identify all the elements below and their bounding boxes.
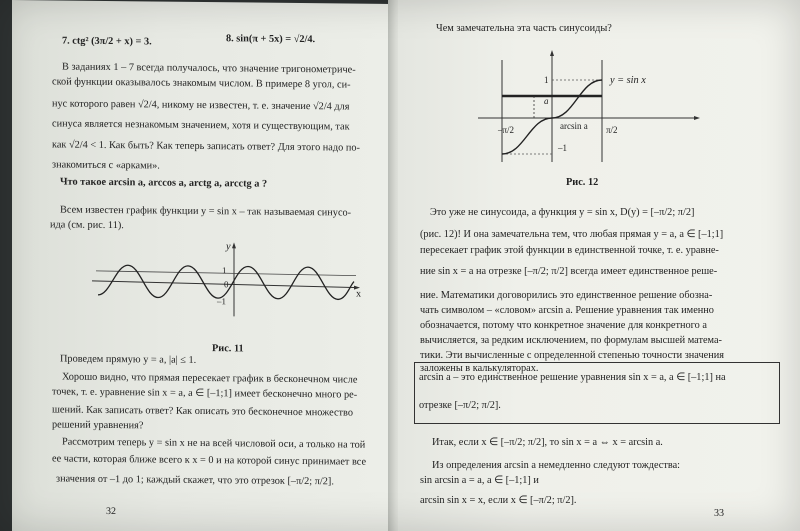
definition-box [414, 362, 780, 424]
text-line: обозначается, потому что конкретное значение для конкретного a [420, 320, 707, 331]
right-page [398, 0, 800, 531]
identity-line: sin arcsin a = a, a ∈ [–1;1] и [420, 475, 539, 486]
text-line: Хорошо видно, что прямая пересекает график в бесконечном числе [62, 371, 358, 386]
exercise-8: 8. sin(π + 5x) = √2/4. [226, 33, 316, 46]
exercise-7: 7. ctg² (3π/2 + x) = 3. [62, 35, 152, 48]
text-line: нус которого равен √2/4, никому не известен, т. е. значение √2/4 для [52, 98, 350, 113]
text-line: пересекает график этой функции в единственной точке, т. е. уравне- [420, 245, 719, 256]
fig12-tick-minus1: –1 [558, 143, 567, 153]
text-line: (рис. 12)! И она замечательна тем, что любая прямая y = a, a ∈ [–1;1] [420, 229, 724, 240]
definition-line: arcsin a – это единственное решение уравнения sin x = a, a ∈ [–1;1] на [419, 372, 726, 383]
text-line: Всем известен график функции y = sin x – так называемая синусо- [60, 204, 352, 219]
text-line: ской функции оказывалось знакомым числом. В примере 8 угол, си- [52, 76, 351, 91]
identity-line: arcsin sin x = x, если x ∈ [–π/2; π/2]. [420, 495, 577, 506]
text-line: В заданиях 1 – 7 всегда получалось, что значение тригонометриче- [62, 61, 356, 76]
definition-line: отрезке [–π/2; π/2]. [419, 400, 501, 411]
fig11-tick-1: 1 [222, 265, 227, 276]
fig11-tick-0: 0 [224, 279, 229, 290]
text-line: чать символом – «словом» arcsin a. Решение уравнения так именно [420, 305, 714, 316]
fig12-left-bound: –π/2 [498, 125, 515, 135]
fig11-caption: Рис. 11 [212, 343, 244, 355]
text-line: шений. Как записать ответ? Как описать это бесконечное множество [52, 404, 353, 419]
text-line: точек, т. е. уравнение sin x = a, a ∈ [–1;1] имеет бесконечно много ре- [52, 386, 358, 401]
text-line: Рассмотрим теперь y = sin x не на всей числовой оси, а только на той [62, 436, 366, 451]
text-line: ние sin x = a на отрезке [–π/2; π/2] всегда имеет единственное реше- [420, 266, 718, 277]
question-line: Чем замечательна эта часть синусоиды? [436, 23, 612, 34]
text-line: решений уравнения? [52, 419, 144, 432]
text-line: синуса является незнакомым значением, хотя и существующим, так [52, 118, 350, 133]
text-line: ида (см. рис. 11). [50, 219, 124, 232]
section-heading: Что такое arcsin a, arccos a, arctg a, arcctg a ? [60, 176, 268, 190]
fig12-tick-1: 1 [544, 75, 549, 85]
fig11-tick-minus1: –1 [217, 296, 226, 307]
text-line: знакомиться с «арками». [52, 159, 160, 172]
text-line: вычисляется, за редким исключением, по формулам высшей матема- [420, 335, 722, 346]
page-number: 32 [106, 505, 116, 518]
page-number: 33 [714, 508, 724, 519]
figure-12-arcsin-graph [474, 50, 704, 168]
text-line: тики. Эти вычисленные с определенной степенью точности значения [420, 350, 724, 361]
left-page [12, 0, 390, 531]
text-line: ние. Математики договорились это единственное решение обозна- [420, 290, 713, 301]
fig12-caption: Рис. 12 [566, 177, 599, 188]
text-line: как √2/4 < 1. Как быть? Как теперь записать ответ? Для этого надо по- [52, 139, 360, 154]
text-line: Итак, если x ∈ [–π/2; π/2], то sin x = a ⇔ x = arcsin a. [432, 437, 663, 448]
fig11-x-label: x [356, 288, 362, 300]
text-line: Это уже не синусоида, а функция y = sin x, D(y) = [–π/2; π/2] [430, 207, 695, 218]
fig12-a-label: a [544, 96, 549, 106]
fig12-function-label: y = sin x [610, 75, 646, 86]
fig12-right-bound: π/2 [606, 125, 618, 135]
text-line: значения от –1 до 1; каждый скажет, что это отрезок [–π/2; π/2]. [56, 473, 334, 488]
text-line: ее части, которая ближе всего к x = 0 и на которой синус принимает все [52, 453, 367, 468]
fig12-arcsin-label: arcsin a [560, 121, 588, 131]
text-line: Из определения arcsin a немедленно следуют тождества: [432, 460, 681, 471]
text-line: Проведем прямую y = a, |a| ≤ 1. [60, 353, 197, 366]
text-line: заложены в калькуляторах. [420, 363, 539, 374]
fig11-y-label: y [226, 241, 231, 253]
